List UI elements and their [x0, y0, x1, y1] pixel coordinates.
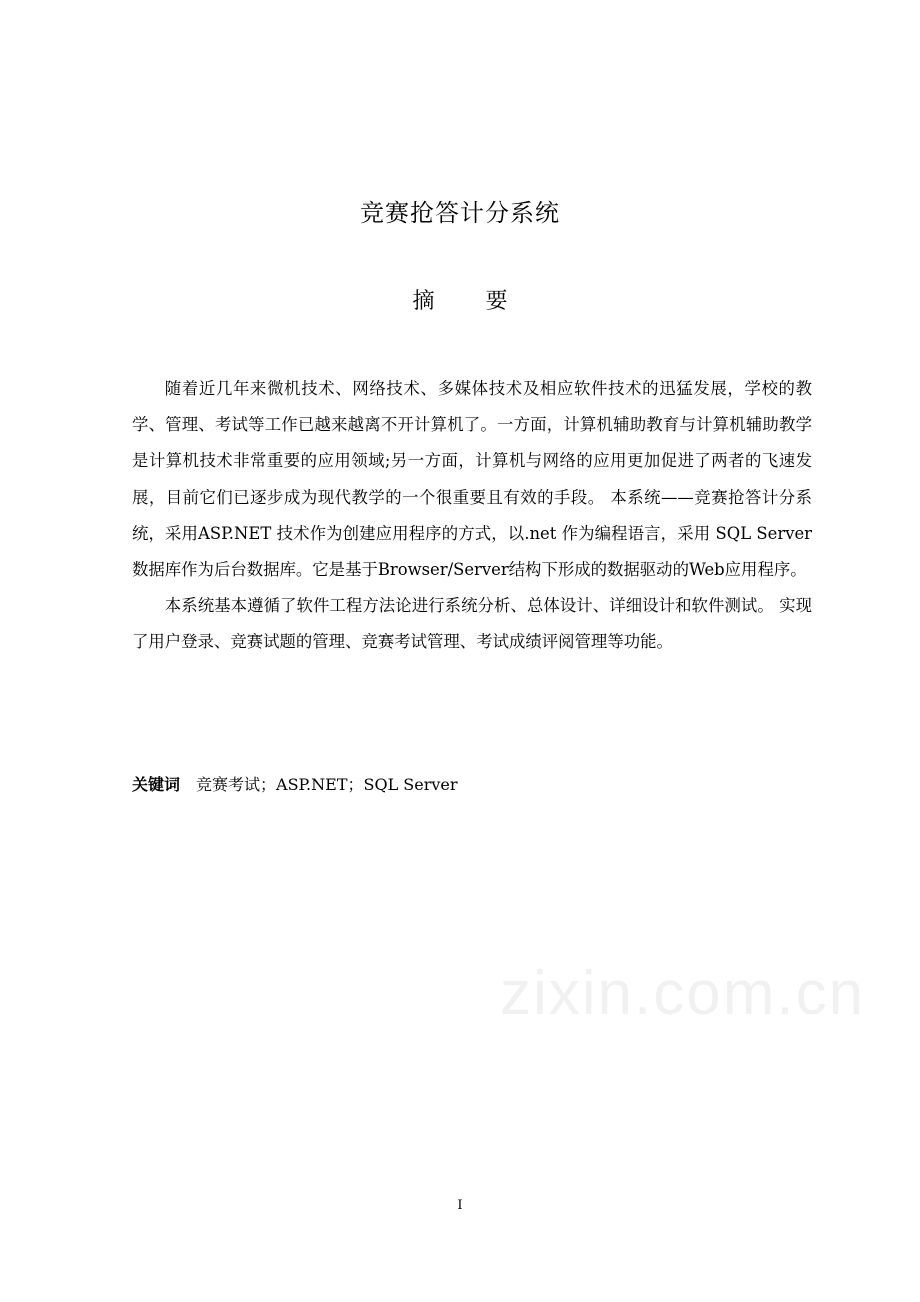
- watermark: zixin.com.cn: [500, 959, 866, 1028]
- abstract-paragraph-2: 本系统基本遵循了软件工程方法论进行系统分析、总体设计、详细设计和软件测试。 实现了用户登录、竞赛试题的管理、竞赛考试管理、考试成绩评阅管理等功能。: [132, 596, 812, 652]
- abstract-body: [132, 371, 812, 661]
- abstract-paragraph-1: 随着近几年来微机技术、网络技术、多媒体技术及相应软件技术的迅猛发展，学校的教学、管理、考试等工作已越来越离不开计算机了。一方面，计算机辅助教育与计算机辅助教学是计算机技术非常重要的应用领域;另一方面，计算机与网络的应用更加促进了两者的飞速发展，目前它们已逐步成为现代教学的一个很重要且有效的手段。 本系统——竞赛抢答计分系统，采用ASP.NET 技术作为创建应用程序的方式，以.net 作为编程语言，采用 SQL Server 数据库作为后台数据库。它是基于Browser/Server结构下形成的数据驱动的Web应用程序。: [132, 379, 812, 580]
- page-number: I: [457, 1198, 463, 1213]
- keywords-value: 竞赛考试；ASP.NET；SQL Server: [196, 775, 458, 794]
- keywords-line: [132, 770, 458, 800]
- abstract-heading: 摘 要: [412, 289, 530, 314]
- document-title: 竞赛抢答计分系统: [360, 199, 560, 227]
- keywords-label: 关键词: [132, 775, 181, 794]
